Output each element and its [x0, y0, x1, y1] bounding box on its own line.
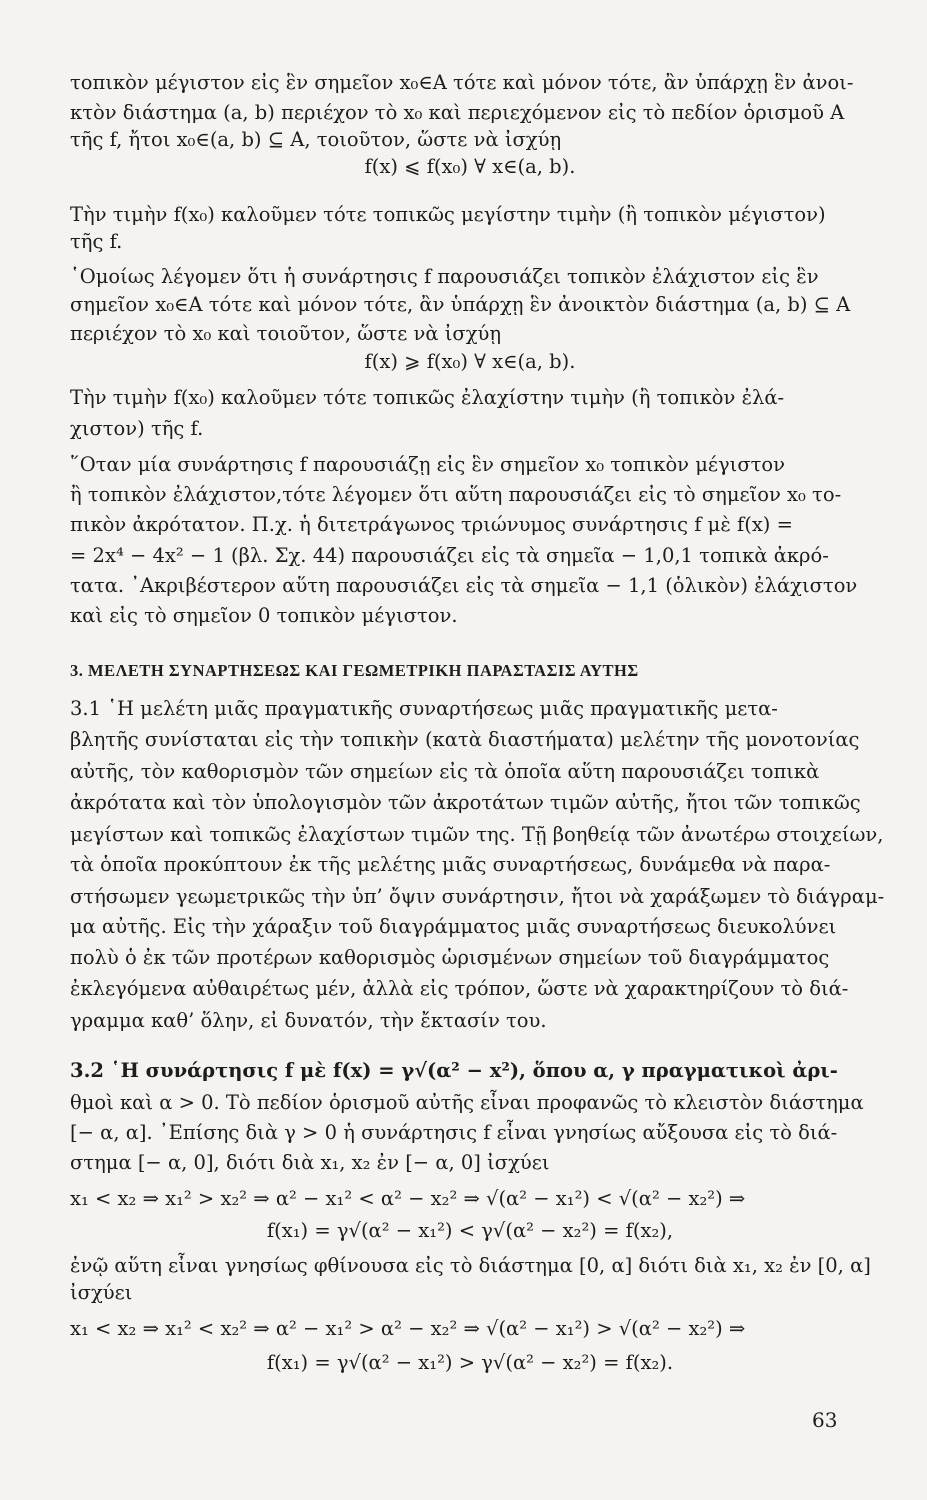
text-line: μα αὐτῆς. Εἰς τὴν χάραξιν τοῦ διαγράμματος μιᾶς συναρτήσεως διευκολύνει [70, 915, 837, 938]
text-line: τατα. ᾿Ακριβέστερον αὕτη παρουσιάζει εἰς τὰ σημεῖα − 1,1 (ὁλικὸν) ἐλάχιστον [70, 574, 858, 597]
text-line: ἐνῷ αὕτη εἶναι γνησίως φθίνουσα εἰς τὸ διάστημα [0, α] διότι διὰ x₁, x₂ ἐν [0, α] [70, 1254, 871, 1277]
formula-line: f(x) ⩽ f(x₀) ∀ x∈(a, b). [364, 155, 576, 178]
text-line: ἐκλεγόμενα αὐθαιρέτως μέν, ἀλλὰ εἰς τρόπον, ὥστε νὰ χαρακτηρίζουν τὸ διά- [70, 977, 849, 1000]
text-line: μεγίστων καὶ τοπικῶς ἐλαχίστων τιμῶν της. Τῇ βοηθείᾳ τῶν ἀνωτέρω στοιχείων, [70, 823, 884, 846]
subsection-heading: 3.2 ῾Η συνάρτησις f μὲ f(x) = γ√(α² − x²), ὅπου α, γ πραγματικοὶ ἀρι- [70, 1059, 838, 1082]
text-line: αὐτῆς, τὸν καθορισμὸν τῶν σημείων εἰς τὰ ὁποῖα αὕτη παρουσιάζει τοπικὰ [70, 760, 820, 783]
text-line: πικὸν ἀκρότατον. Π.χ. ἡ διτετράγωνος τριώνυμος συνάρτησις f μὲ f(x) = [70, 513, 793, 536]
formula-line: x₁ < x₂ ⇒ x₁² > x₂² ⇒ α² − x₁² < α² − x₂² ⇒ √(α² − x₁²) < √(α² − x₂²) ⇒ [70, 1187, 746, 1210]
text-line: στημα [− α, 0], διότι διὰ x₁, x₂ ἐν [− α, 0] ἰσχύει [70, 1151, 550, 1174]
text-line: θμοὶ καὶ α > 0. Τὸ πεδίον ὁρισμοῦ αὐτῆς εἶναι προφανῶς τὸ κλειστὸν διάστημα [70, 1091, 864, 1114]
text-line: 3.1 ῾Η μελέτη μιᾶς πραγματικῆς συναρτήσεως μιᾶς πραγματικῆς μετα- [70, 697, 778, 720]
text-line: τῆς f. [70, 230, 123, 253]
formula-line: f(x) ⩾ f(x₀) ∀ x∈(a, b). [364, 350, 576, 373]
formula-line: f(x₁) = γ√(α² − x₁²) > γ√(α² − x₂²) = f(x₂). [266, 1351, 674, 1374]
text-line: κτὸν διάστημα (a, b) περιέχον τὸ x₀ καὶ περιεχόμενον εἰς τὸ πεδίον ὁρισμοῦ A [70, 101, 845, 124]
text-line: σημεῖον x₀∈A τότε καὶ μόνον τότε, ἂν ὑπάρχῃ ἓν ἀνοικτὸν διάστημα (a, b) ⊆ A [70, 293, 851, 316]
text-line: περιέχον τὸ x₀ καὶ τοιοῦτον, ὥστε νὰ ἰσχύῃ [70, 322, 502, 345]
text-line: ἀκρότατα καὶ τὸν ὑπολογισμὸν τῶν ἀκροτάτων τιμῶν αὐτῆς, ἤτοι τῶν τοπικῶς [70, 791, 861, 814]
page-number: 63 [812, 1408, 838, 1432]
text-line: ἢ τοπικὸν ἐλάχιστον,τότε λέγομεν ὅτι αὕτη παρουσιάζει εἰς τὸ σημεῖον x₀ το- [70, 483, 842, 506]
text-line: βλητῆς συνίσταται εἰς τὴν τοπικὴν (κατὰ διαστήματα) μελέτην τῆς μονοτονίας [70, 728, 860, 751]
text-line: ἰσχύει [70, 1281, 133, 1304]
text-line: στήσωμεν γεωμετρικῶς τὴν ὑπ’ ὄψιν συνάρτησιν, ἤτοι νὰ χαράξωμεν τὸ διάγραμ- [70, 885, 885, 908]
text-line: τὰ ὁποῖα προκύπτουν ἐκ τῆς μελέτης μιᾶς συναρτήσεως, δυνάμεθα νὰ παρα- [70, 853, 831, 876]
formula-line: f(x₁) = γ√(α² − x₁²) < γ√(α² − x₂²) = f(x₂), [266, 1219, 674, 1242]
text-line: [− α, α]. ᾿Επίσης διὰ γ > 0 ἡ συνάρτησις f εἶναι γνησίως αὔξουσα εἰς τὸ διά- [70, 1121, 838, 1144]
section-heading: 3. ΜΕΛΕΤΗ ΣΥΝΑΡΤΗΣΕΩΣ ΚΑΙ ΓΕΩΜΕΤΡΙΚΗ ΠΑΡΑΣΤΑΣΙΣ ΑΥΤΗΣ [70, 661, 639, 680]
text-line: Τὴν τιμὴν f(x₀) καλοῦμεν τότε τοπικῶς μεγίστην τιμὴν (ἢ τοπικὸν μέγιστον) [70, 203, 826, 226]
text-line: ῞Οταν μία συνάρτησις f παρουσιάζῃ εἰς ἓν σημεῖον x₀ τοπικὸν μέγιστον [70, 453, 786, 476]
formula-line: x₁ < x₂ ⇒ x₁² < x₂² ⇒ α² − x₁² > α² − x₂² ⇒ √(α² − x₁²) > √(α² − x₂²) ⇒ [70, 1317, 746, 1340]
text-line: πολὺ ὁ ἐκ τῶν προτέρων καθορισμὸς ὡρισμένων σημείων τοῦ διαγράμματος [70, 946, 830, 969]
text-line: τῆς f, ἤτοι x₀∈(a, b) ⊆ A, τοιοῦτον, ὥστε νὰ ἰσχύῃ [70, 128, 562, 151]
text-line: ῾Ομοίως λέγομεν ὅτι ἡ συνάρτησις f παρουσιάζει τοπικὸν ἐλάχιστον εἰς ἓν [70, 265, 819, 288]
text-line: γραμμα καθ’ ὅλην, εἰ δυνατόν, τὴν ἔκτασίν του. [70, 1009, 547, 1032]
text-line: χιστον) τῆς f. [70, 417, 204, 440]
text-line: τοπικὸν μέγιστον εἰς ἓν σημεῖον x₀∈A τότε καὶ μόνον τότε, ἂν ὑπάρχῃ ἓν ἀνοι- [70, 71, 854, 94]
text-line: = 2x⁴ − 4x² − 1 (βλ. Σχ. 44) παρουσιάζει εἰς τὰ σημεῖα − 1,0,1 τοπικὰ ἀκρό- [70, 544, 829, 567]
text-line: καὶ εἰς τὸ σημεῖον 0 τοπικὸν μέγιστον. [70, 604, 458, 627]
text-line: Τὴν τιμὴν f(x₀) καλοῦμεν τότε τοπικῶς ἐλαχίστην τιμὴν (ἢ τοπικὸν ἐλά- [70, 386, 785, 409]
